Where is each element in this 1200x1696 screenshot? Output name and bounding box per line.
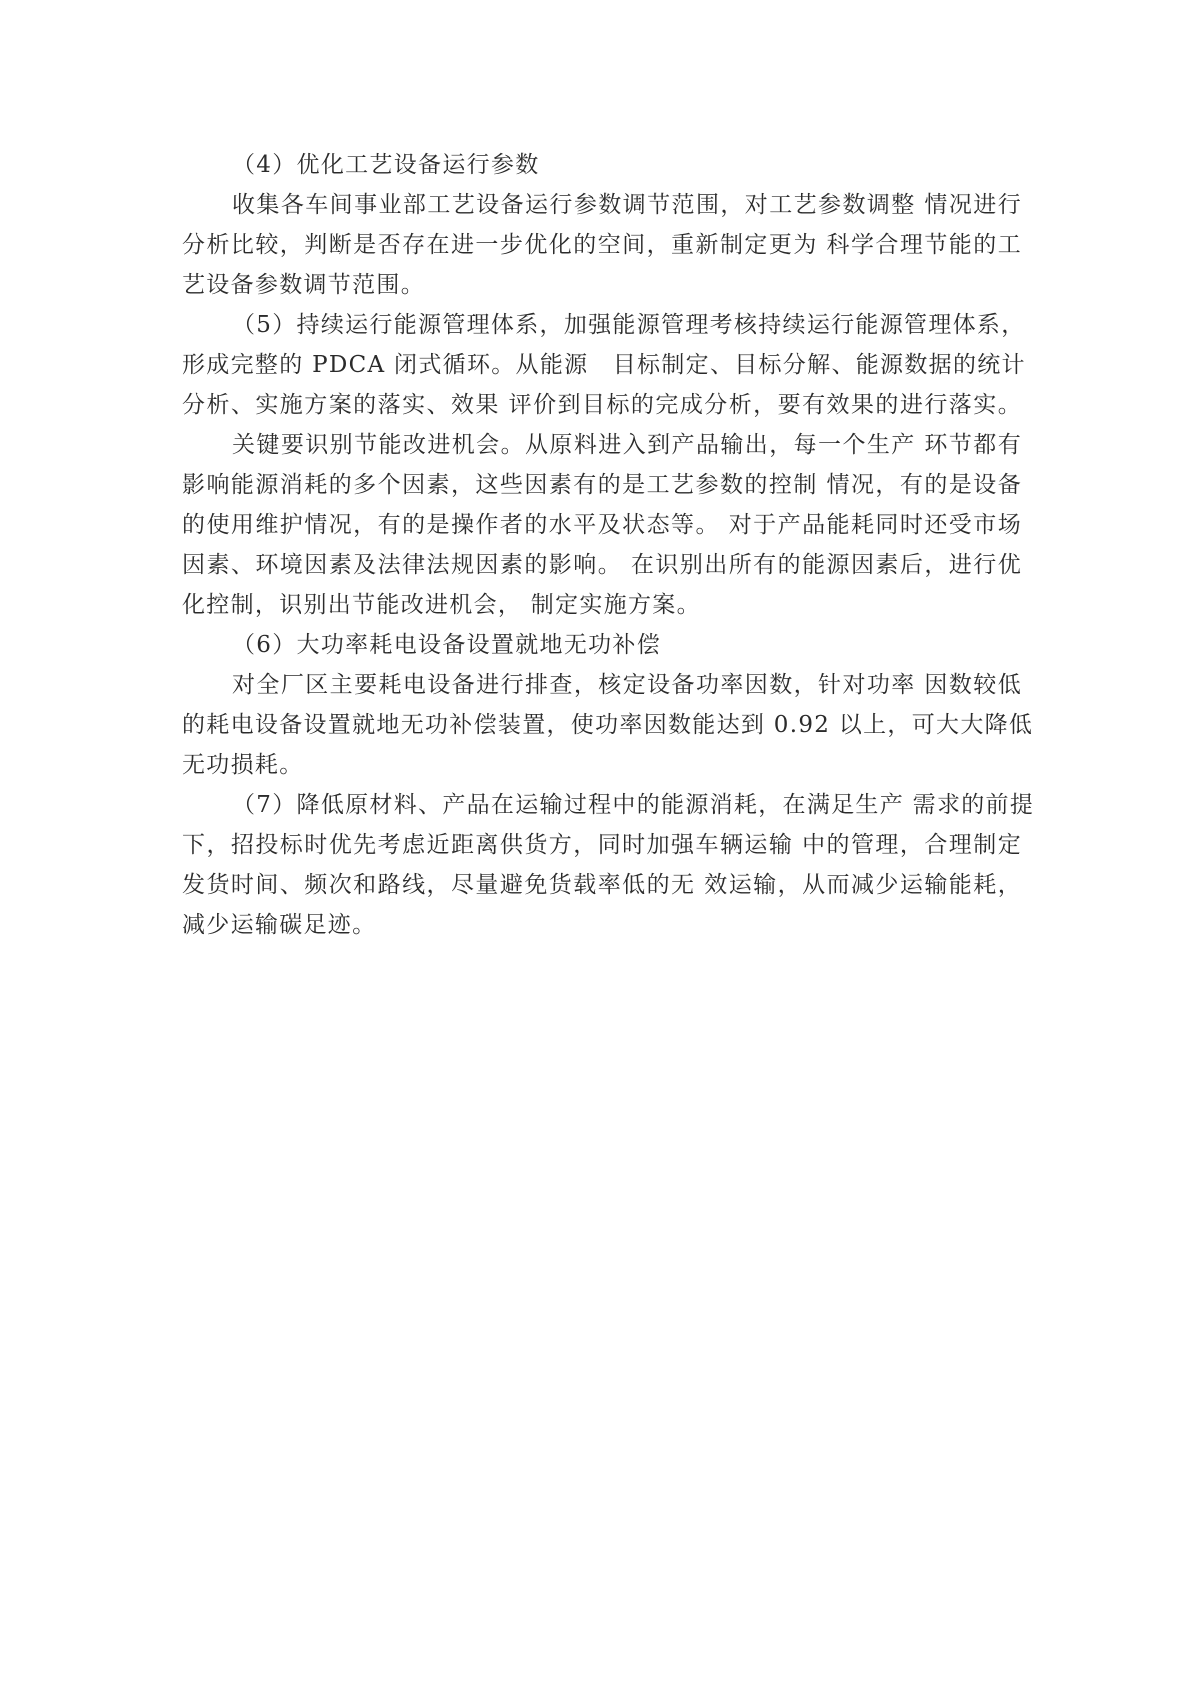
paragraph-line: 关键要识别节能改进机会。从原料进入到产品输出，每一个生产 环节都有	[232, 432, 1022, 458]
paragraph-line: 的耗电设备设置就地无功补偿装置，使功率因数能达到 0.92 以上，可大大降低	[182, 712, 1034, 738]
paragraph-line: 影响能源消耗的多个因素，这些因素有的是工艺参数的控制 情况，有的是设备	[182, 472, 1022, 498]
paragraph-line: 下，招投标时优先考虑近距离供货方，同时加强车辆运输 中的管理，合理制定	[182, 832, 1022, 858]
paragraph-line: 分析比较，判断是否存在进一步优化的空间，重新制定更为 科学合理节能的工	[182, 232, 1022, 258]
paragraph-line: 形成完整的 PDCA 闭式循环。从能源 目标制定、目标分解、能源数据的统计	[182, 352, 1026, 378]
paragraph-line: 发货时间、频次和路线，尽量避免货载率低的无 效运输，从而减少运输能耗，	[182, 872, 1022, 898]
section-heading-4: （4）优化工艺设备运行参数	[232, 152, 540, 178]
section-heading-5: （5）持续运行能源管理体系，加强能源管理考核持续运行能源管理体系，	[232, 312, 1026, 338]
section-heading-7: （7）降低原材料、产品在运输过程中的能源消耗，在满足生产 需求的前提	[232, 792, 1035, 818]
paragraph-line: 分析、实施方案的落实、效果 评价到目标的完成分析，要有效果的进行落实。	[182, 392, 1022, 418]
paragraph-line: 的使用维护情况，有的是操作者的水平及状态等。 对于产品能耗同时还受市场	[182, 512, 1022, 538]
paragraph-line: 艺设备参数调节范围。	[182, 272, 425, 298]
section-heading-6: （6）大功率耗电设备设置就地无功补偿	[232, 632, 662, 658]
paragraph-line: 收集各车间事业部工艺设备运行参数调节范围，对工艺参数调整 情况进行	[232, 192, 1022, 218]
paragraph-line: 化控制，识别出节能改进机会， 制定实施方案。	[182, 592, 701, 618]
paragraph-line: 因素、环境因素及法律法规因素的影响。 在识别出所有的能源因素后，进行优	[182, 552, 1022, 578]
paragraph-line: 无功损耗。	[182, 752, 304, 778]
paragraph-line: 减少运输碳足迹。	[182, 912, 377, 938]
paragraph-line: 对全厂区主要耗电设备进行排查，核定设备功率因数，针对功率 因数较低	[232, 672, 1022, 698]
